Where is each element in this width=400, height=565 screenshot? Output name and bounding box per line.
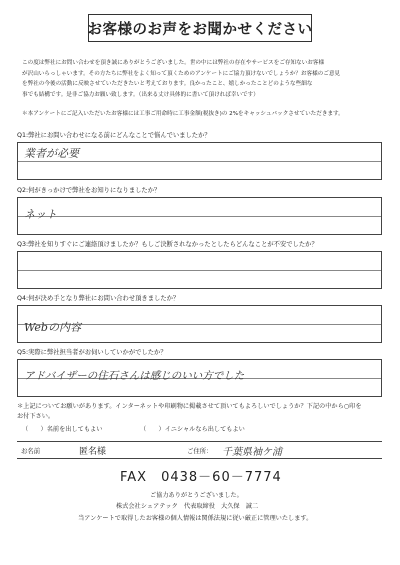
question-3-label: Q3:弊社を知りすぐにご連絡頂けましたか？もしご決断されなかったとしたらどんなことが不安でしたか？ — [17, 241, 318, 248]
intro-text: この度は弊社にお問い合わせを頂き誠にありがとうございました。世の中には弊社の存在やサービスをご存知ないお客様 が沢山いらっしゃいます。その方たちに弊社をよく知って頂くためのアンケートにご協力頂けないでしょうか？お客様のご意見 を弊社の今後の活動に反映させていただきたいと考えております。良かったこと、嬉しかったことどのような些細な 事でも結構です。是非ご協力お願い致します。（出来る丈け具体的に書いて頂ければ幸いです） — [22, 60, 341, 98]
option-name-ok[interactable]: （ ）名前を出してもよい — [22, 426, 103, 433]
question-2-answer: ネット — [24, 208, 57, 221]
question-4-answer-box[interactable] — [17, 305, 382, 343]
answer-line — [18, 216, 381, 217]
question-3-answer-box[interactable] — [17, 251, 382, 289]
question-5-answer-box[interactable] — [17, 359, 382, 397]
question-4-answer: Webの内容 — [24, 321, 81, 334]
address-value[interactable]: 千葉県袖ケ浦 — [222, 447, 282, 458]
name-label: お名前 — [21, 447, 41, 455]
option-initials-ok[interactable]: （ ）イニシャルなら出してもよい — [140, 426, 245, 433]
address-label: ご住所： — [187, 447, 213, 455]
answer-line — [18, 161, 381, 162]
question-1-answer: 業者が必要 — [24, 147, 79, 160]
question-1-label: Q1:弊社にお問い合わせになる前にどんなことで悩んでいましたか？ — [17, 132, 211, 139]
question-2-answer-box[interactable] — [17, 197, 382, 235]
question-2-label: Q2:何がきっかけで弊社をお知りになりましたか？ — [17, 187, 161, 194]
question-5-answer: アドバイザーの住石さんは感じのいい方でした — [24, 370, 245, 382]
cashback-note: ＊本アンケートにご記入いただいたお客様には工事ご用命時に工事金額(税抜き)の 2%をキャッシュバックさせていただきます。 — [22, 111, 344, 117]
thanks-text: ご協力ありがとうございました。 — [150, 492, 243, 499]
question-5-label: Q5:実際に弊社担当者がお伺いしていかがでしたか？ — [17, 349, 167, 356]
question-4-label: Q4:何が決め手となり弊社にお問い合わせ頂きましたか？ — [17, 295, 180, 302]
privacy-notice: 当アンケートで取得したお客様の個人情報は関係法規に従い厳正に管理いたします。 — [78, 515, 313, 522]
fax-number: FAX 0438－60－7774 — [120, 470, 282, 485]
question-1-answer-box[interactable] — [17, 142, 382, 180]
consent-text: ＊上記についてお願いがあります。インターネットや印刷物に掲載させて頂いてもよろしいでしょうか？下記の中から○印を お付下さい。 — [17, 403, 362, 420]
company-name: 株式会社シェアテック 代表取締役 大久保 誠二 — [116, 503, 259, 510]
page-title: お客様のお声をお聞かせください — [88, 14, 312, 42]
name-address-row — [17, 441, 382, 459]
answer-line — [18, 270, 381, 271]
name-value[interactable]: 匿名様 — [79, 447, 107, 457]
